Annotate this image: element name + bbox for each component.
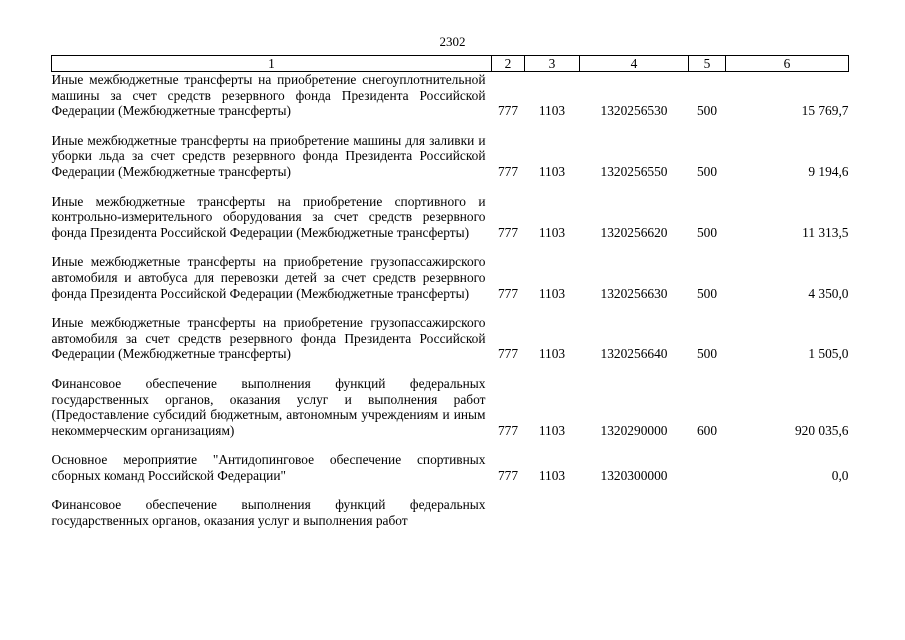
header-row [52,56,849,72]
row-target-code: 1320256620 [600,224,668,240]
row-amount: 11 313,5 [802,224,849,240]
row-amount: 9 194,6 [808,163,849,179]
row-section-code: 1103 [538,346,566,362]
row-description: Основное мероприятие "Антидопинговое обеспечение спортивных сборных команд Российской Федерации" [51,452,486,483]
row-description: Иные межбюджетные трансферты на приобретение грузопассажирского автомобиля и автобуса для перевозки детей за счет средств резервного фонда Президента Российской Федерации (Межбюджетные трансферты) [51,254,486,301]
row-expense-type: 500 [696,163,718,179]
row-expense-type: 500 [696,346,718,362]
row-expense-type: 600 [696,422,718,438]
table-row [52,452,849,497]
row-amount [726,497,849,528]
row-expense-type [689,452,726,497]
row-description: Финансовое обеспечение выполнения функций федеральных государственных органов, оказания услуг и выполнения работ (Предоставление субсидий бюджетным, автономным учреждениям и иным некоммерческим организациям) [51,375,486,438]
row-ministry-code: 777 [497,285,519,301]
header-col-2: 2 [492,56,525,72]
row-section-code [525,497,580,528]
row-ministry-code: 777 [497,224,519,240]
row-target-code: 1320256550 [600,163,668,179]
row-ministry-code: 777 [497,163,519,179]
row-ministry-code: 777 [497,103,519,119]
page-number: 2302 [439,34,466,49]
table-row [52,376,849,452]
row-amount: 0,0 [831,467,849,483]
row-amount: 1 505,0 [808,346,849,362]
row-target-code: 1320290000 [600,422,668,438]
row-description: Иные межбюджетные трансферты на приобретение спортивного и контрольно-измерительного оборудования за счет средств резервного фонда Президента Российской Федерации (Межбюджетные трансферты) [51,193,486,240]
row-ministry-code: 777 [497,467,519,483]
row-expense-type: 500 [696,285,718,301]
row-section-code: 1103 [538,467,566,483]
header-col-5: 5 [689,56,726,72]
row-description: Иные межбюджетные трансферты на приобретение грузопассажирского автомобиля за счет средств резервного фонда Президента Российской Федерации (Межбюджетные трансферты) [51,315,486,362]
row-target-code: 1320300000 [600,467,668,483]
table-row [52,72,849,133]
row-target-code: 1320256530 [600,103,668,119]
header-col-1: 1 [52,56,492,72]
header-col-3: 3 [525,56,580,72]
row-amount: 4 350,0 [808,285,849,301]
row-expense-type: 500 [696,224,718,240]
row-section-code: 1103 [538,285,566,301]
table-row [52,254,849,315]
table-row [52,315,849,376]
row-section-code: 1103 [538,224,566,240]
row-ministry-code: 777 [497,422,519,438]
header-col-6: 6 [726,56,849,72]
row-target-code: 1320256640 [600,346,668,362]
row-section-code: 1103 [538,422,566,438]
row-target-code: 1320256630 [600,285,668,301]
row-section-code: 1103 [538,103,566,119]
row-expense-type [689,497,726,528]
row-target-code [580,497,689,528]
row-ministry-code [492,497,525,528]
row-ministry-code: 777 [497,346,519,362]
budget-table [51,55,849,529]
row-section-code: 1103 [538,163,566,179]
row-amount: 15 769,7 [801,103,849,119]
row-expense-type: 500 [696,103,718,119]
row-description: Иные межбюджетные трансферты на приобретение снегоуплотнительной машины за счет средств резервного фонда Президента Российской Федерации (Межбюджетные трансферты) [51,72,486,119]
row-description: Иные межбюджетные трансферты на приобретение машины для заливки и уборки льда за счет средств резервного фонда Президента Российской Федерации (Межбюджетные трансферты) [51,132,486,179]
table-row [52,497,849,528]
table-row [52,133,849,194]
header-col-4: 4 [580,56,689,72]
table-row [52,194,849,255]
row-description: Финансовое обеспечение выполнения функций федеральных государственных органов, оказания услуг и выполнения работ [51,497,486,529]
row-amount: 920 035,6 [794,422,849,438]
